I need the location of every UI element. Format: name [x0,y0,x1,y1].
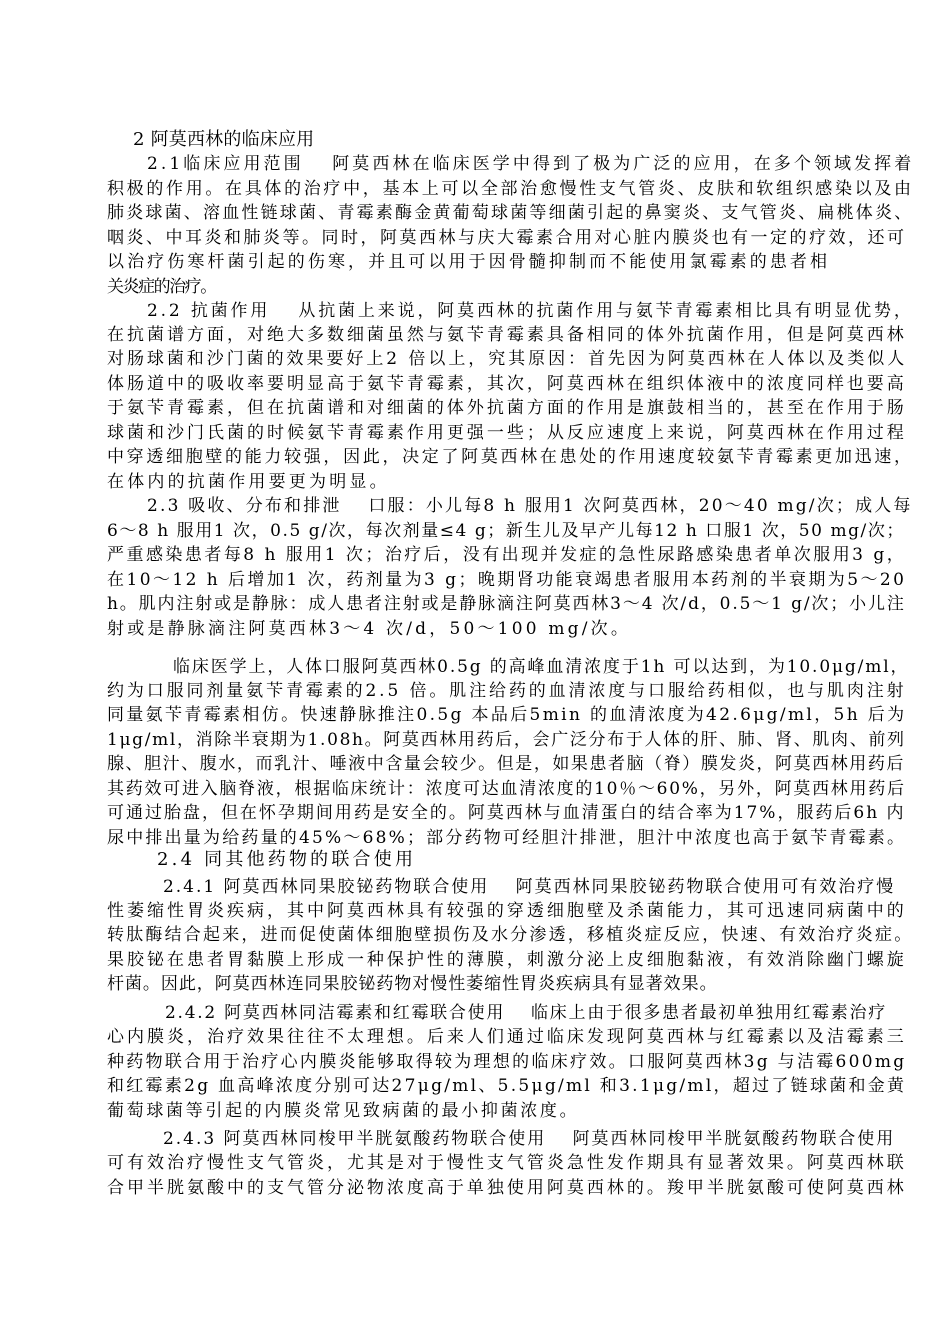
text-line: 种药物联合用于治疗心内膜炎能够取得较为理想的临床疗效。口服阿莫西林3g 与洁霉600mg [107,1052,907,1072]
text-line: 在10～12 h 后增加1 次，药剂量为3 g；晚期肾功能衰竭患者服用本药剂的半衰期为5～20 [107,570,907,590]
text-line: 腺、胆汁、腹水，而乳汁、唾液中含量会较少。但是，如果患者脑（脊）膜发炎，阿莫西林用药后 [107,754,905,774]
text-line: 积极的作用。在具体的治疗中，基本上可以全部治愈慢性支气管炎、皮肤和软组织感染以及由 [107,179,914,199]
text-line: 体肠道中的吸收率要明显高于氨苄青霉素，其次，阿莫西林在组织体液中的浓度同样也要高 [107,374,907,394]
text-line: 于氨苄青霉素，但在抗菌谱和对细菌的体外抗菌方面的作用是旗鼓相当的，甚至在作用于肠 [107,398,907,418]
text-line: h。肌内注射或是静脉：成人患者注射或是静脉滴注阿莫西林3～4 次/d，0.5～1 g/次；小儿注 [107,594,906,614]
text-line: 射或是静脉滴注阿莫西林3～4 次/d，50～100 mg/次。 [107,619,632,639]
text-line: 中穿透细胞壁的能力较强，因此，决定了阿莫西林在患处的作用速度较氨苄青霉素更加迅速， [107,447,914,467]
text-line: 转肽酶结合起来，进而促使菌体细胞壁损伤及水分渗透，移植炎症反应，快速、有效治疗炎症。 [107,925,914,945]
text-line: 可有效治疗慢性支气管炎，尤其是对于慢性支气管炎急性发作期具有显著效果。阿莫西林联 [107,1153,907,1173]
text-line: 可通过胎盘，但在怀孕期间用药是安全的。阿莫西林与血清蛋白的结合率为17%，服药后6h 内 [107,803,906,823]
text-line: 严重感染患者每8 h 服用1 次；治疗后，没有出现并发症的急性尿路感染患者单次服用3 g， [107,545,907,565]
text-line: 2.4.3 阿莫西林同梭甲半胱氨酸药物联合使用 阿莫西林同梭甲半胱氨酸药物联合使用 [163,1129,896,1149]
text-line: 2.2 抗菌作用 从抗菌上来说，阿莫西林的抗菌作用与氨苄青霉素相比具有明显优势， [147,301,914,321]
text-line: 葡萄球菌等引起的内膜炎常见致病菌的最小抑菌浓度。 [107,1101,580,1121]
text-line: 1μg/ml，消除半衰期为1.08h。阿莫西林用药后，会广泛分布于人体的肝、肺、肾、肌肉、前列 [107,730,906,750]
text-line: 对肠球菌和沙门菌的效果要好上2 倍以上，究其原因：首先因为阿莫西林在人体以及类似人 [107,349,908,369]
text-line: 在抗菌谱方面，对绝大多数细菌虽然与氨苄青霉素具备相同的体外抗菌作用，但是阿莫西林 [107,325,907,345]
text-line: 和红霉素2g 血高峰浓度分别可达27μg/ml、5.5μg/ml 和3.1μg/ml，超过了链球菌和金黄 [107,1076,907,1096]
section-title: 2 阿莫西林的临床应用 [133,129,315,150]
subsection-heading: 2.4 同其他药物的联合使用 [157,849,417,870]
text-line: 心内膜炎，治疗效果往往不太理想。后来人们通过临床发现阿莫西林与红霉素以及洁霉素三 [107,1027,907,1047]
text-line: 2.1临床应用范围 阿莫西林在临床医学中得到了极为广泛的应用，在多个领域发挥着 [147,154,915,174]
text-line: 尿中排出量为给药量的45%～68%；部分药物可经胆汁排泄，胆汁中浓度也高于氨苄青霉素。 [107,828,907,848]
text-line: 关炎症的治疗。 [107,277,216,297]
text-line: 肺炎球菌、溶血性链球菌、青霉素酶金黄葡萄球菌等细菌引起的鼻窦炎、支气管炎、扁桃体炎、 [107,203,914,223]
text-line: 2.4.2 阿莫西林同洁霉素和红霉联合使用 临床上由于很多患者最初单独用红霉素治疗 [165,1003,887,1023]
text-line: 同量氨苄青霉素相仿。快速静脉推注0.5g 本品后5min 的血清浓度为42.6μg/ml，5h 后为 [107,705,907,725]
text-line: 果胶铋在患者胃黏膜上形成一种保护性的薄膜，刺激分泌上皮细胞黏液，有效消除幽门螺旋 [107,950,907,970]
text-line: 2.3 吸收、分布和排泄 口服：小儿每8 h 服用1 次阿莫西林，20～40 mg/次；成人每 [147,496,913,516]
text-line: 在体内的抗菌作用要更为明显。 [107,472,390,492]
text-line: 咽炎、中耳炎和肺炎等。同时，阿莫西林与庆大霉素合用对心脏内膜炎也有一定的疗效，还可 [107,228,907,248]
text-line: 6～8 h 服用1 次，0.5 g/次，每次剂量≤4 g；新生儿及早产儿每12 h 口服1 次，50 mg/次； [107,521,905,541]
text-line: 其药效可进入脑脊液，根据临床统计：浓度可达血清浓度的10％～60%，另外，阿莫西林用药后 [107,779,906,799]
text-line: 2.4.1 阿莫西林同果胶铋药物联合使用 阿莫西林同果胶铋药物联合使用可有效治疗慢 [163,877,896,897]
text-line: 球菌和沙门氏菌的时候氨苄青霉素作用更强一些；从反应速度上来说，阿莫西林在作用过程 [107,423,907,443]
text-line: 临床医学上，人体口服阿莫西林0.5g 的高峰血清浓度于1h 可以达到，为10.0μg/ml， [173,657,910,677]
text-line: 性萎缩性胃炎疾病，其中阿莫西林具有较强的穿透细胞壁及杀菌能力，其可迅速同病菌中的 [107,901,907,921]
text-line: 杆菌。因此，阿莫西林连同果胶铋药物对慢性萎缩性胃炎疾病具有显著效果。 [107,974,718,994]
text-line: 以治疗伤寒杆菌引起的伤寒，并且可以用于因骨髓抑制而不能使用氯霉素的患者相 [107,252,831,272]
text-line: 合甲半胱氨酸中的支气管分泌物浓度高于单独使用阿莫西林的。羧甲半胱氨酸可使阿莫西林 [107,1178,907,1198]
text-line: 约为口服同剂量氨苄青霉素的2.5 倍。肌注给药的血清浓度与口服给药相似，也与肌肉注射 [107,681,907,701]
